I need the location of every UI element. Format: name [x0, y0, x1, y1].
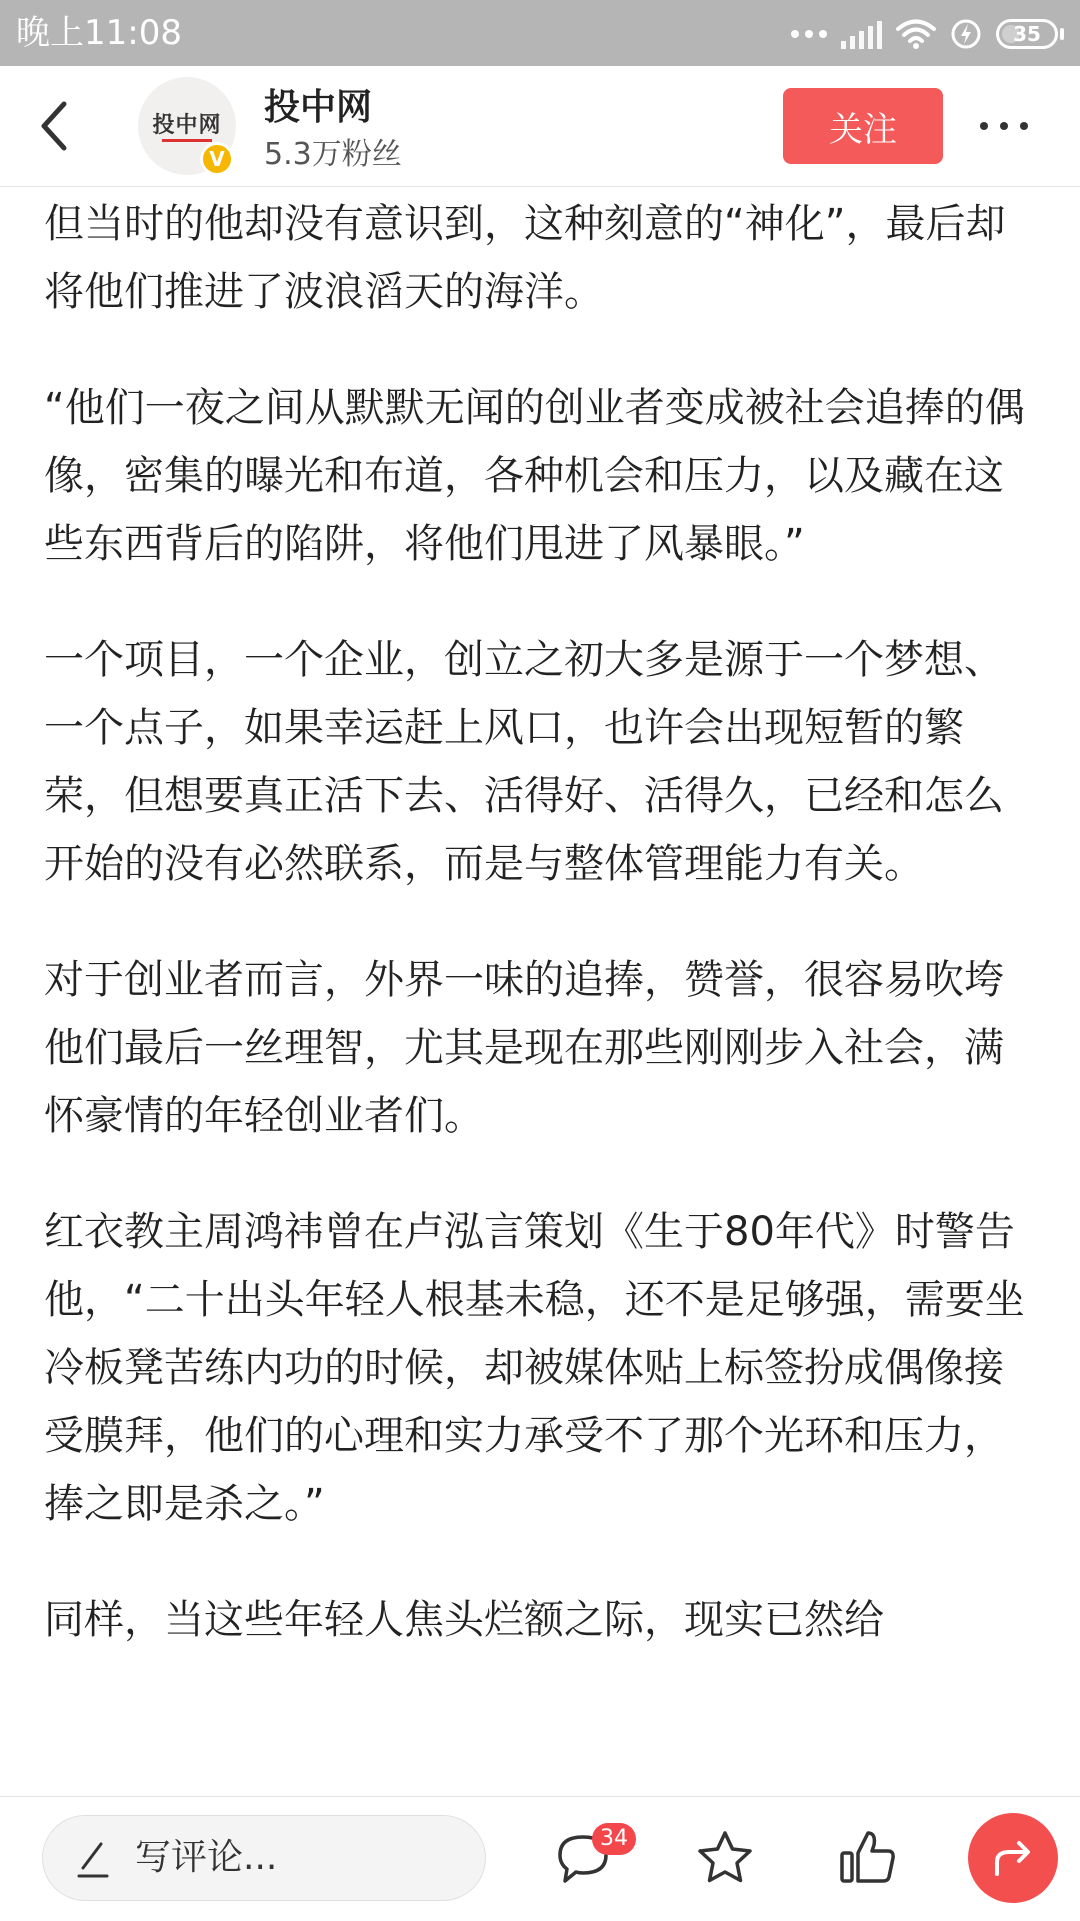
share-button[interactable]	[968, 1813, 1058, 1903]
status-time: 晚上11:08	[16, 13, 182, 53]
status-bar	[0, 0, 1080, 66]
wifi-icon	[896, 18, 936, 50]
pen-icon	[73, 1838, 113, 1880]
article-paragraph: 对于创业者而言，外界一味的追捧，赞誉，很容易吹垮他们最后一丝理智，尤其是现在那些刚刚步入社会，满怀豪情的年轻创业者们。	[44, 957, 1004, 1139]
back-button[interactable]	[30, 94, 90, 158]
article-paragraph: “他们一夜之间从默默无闻的创业者变成被社会追捧的偶像，密集的曝光和布道，各种机会和压力，以及藏在这些东西背后的陷阱，将他们甩进了风暴眼。”	[44, 385, 1025, 567]
article-paragraph: 但当时的他却没有意识到，这种刻意的“神化”，最后却将他们推进了波浪滔天的海洋。	[44, 201, 1006, 315]
chevron-left-icon	[30, 94, 90, 158]
article-paragraph: 一个项目，一个企业，创立之初大多是源于一个梦想、一个点子，如果幸运赶上风口，也许会出现短暂的繁荣，但想要真正活下去、活得好、活得久，已经和怎么开始的没有必然联系，而是与整体管理能力有关。	[44, 637, 1004, 887]
verified-badge-icon: V	[200, 142, 234, 176]
battery-icon	[996, 19, 1058, 49]
signal-icon	[841, 19, 882, 49]
account-name[interactable]: 投中网	[264, 87, 373, 128]
more-dots-icon	[791, 30, 827, 38]
favorite-button[interactable]	[694, 1827, 756, 1889]
avatar-logo-underline	[162, 139, 212, 142]
thumbs-up-icon	[836, 1825, 900, 1889]
more-options-button[interactable]	[980, 110, 1040, 142]
comment-placeholder: 写评论...	[135, 1837, 278, 1878]
comment-count-badge: 34	[592, 1823, 636, 1855]
article-header	[0, 66, 1080, 187]
charging-icon	[950, 18, 982, 50]
avatar-logo-text: 投中网	[152, 113, 222, 138]
star-icon	[694, 1827, 756, 1889]
bottom-action-bar	[0, 1796, 1080, 1921]
article-body	[44, 186, 1040, 1800]
like-button[interactable]	[836, 1825, 900, 1889]
follower-count: 5.3万粉丝	[264, 137, 402, 172]
article-paragraph: 红衣教主周鸿祎曾在卢泓言策划《生于80年代》时警告他，“二十出头年轻人根基未稳，还不是足够强，需要坐冷板凳苦练内功的时候，却被媒体贴上标签扮成偶像接受膜拜，他们的心理和实力承受不了那个光环和压力，捧之即是杀之。”	[44, 1209, 1025, 1527]
status-icons	[791, 14, 1064, 54]
battery-tip	[1060, 28, 1064, 40]
battery-percent: 35	[1013, 22, 1041, 46]
share-icon	[987, 1832, 1039, 1884]
comment-input[interactable]	[42, 1815, 486, 1901]
article-paragraph: 同样，当这些年轻人焦头烂额之际，现实已然给	[44, 1597, 884, 1643]
follow-button[interactable]: 关注	[783, 88, 943, 164]
